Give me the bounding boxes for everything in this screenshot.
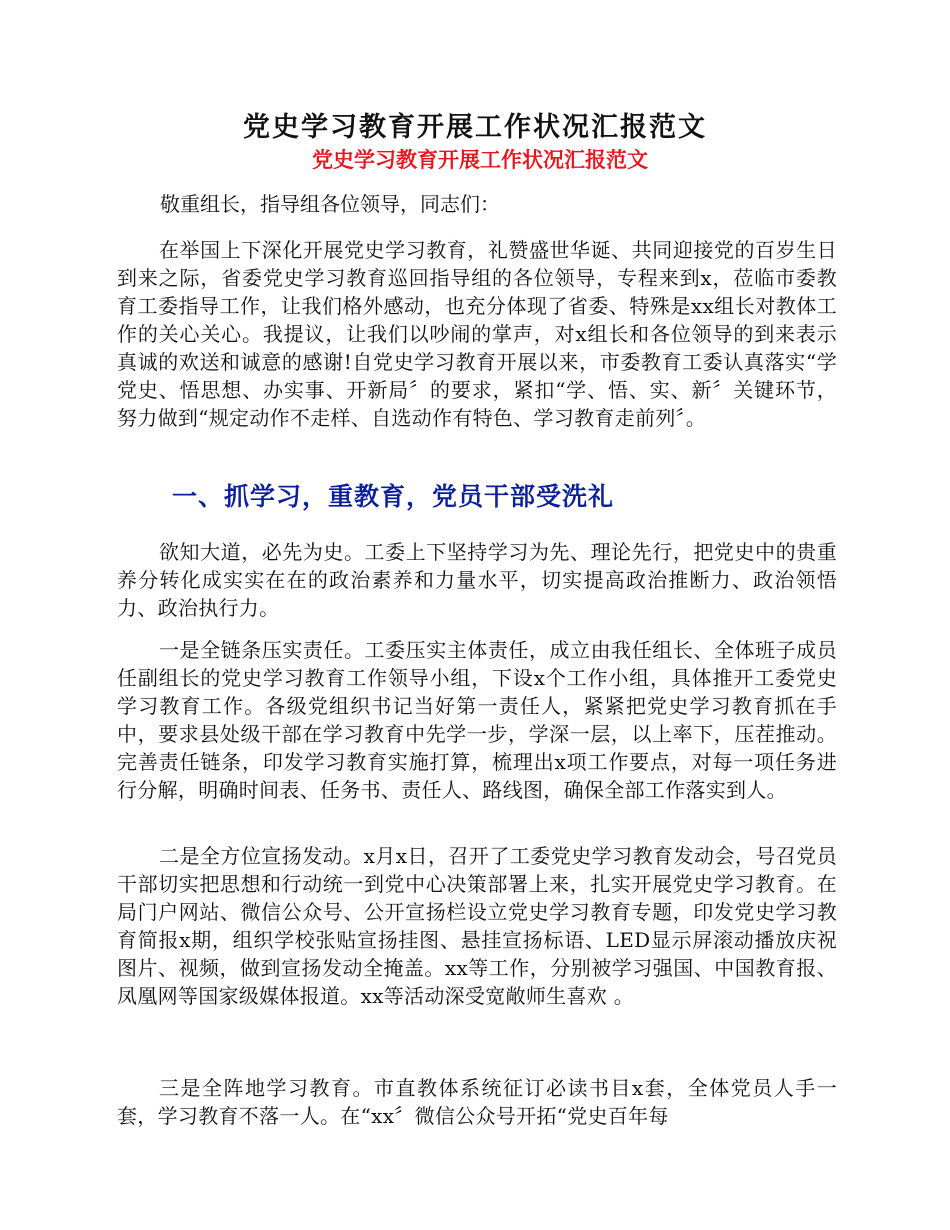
- document-title: 党史学习教育开展工作状况汇报范文: [243, 112, 707, 143]
- section-heading: 一、抓学习，重教育，党员干部受洗礼: [172, 482, 615, 511]
- document-subtitle: 党史学习教育开展工作状况汇报范文: [312, 148, 648, 172]
- body-paragraph: 三是全阵地学习教育。市直教体系统征订必读书目x套，全体党员人手一套，学习教育不落一人。在“xx〞微信公众号开拓“党史百年每: [117, 1076, 837, 1128]
- greeting-line: 敬重组长，指导组各位领导，同志们：: [160, 192, 500, 216]
- body-paragraph: 二是全方位宣扬发动。x月x日，召开了工委党史学习教育发动会，号召党员干部切实把思想和行动统一到党中心决策部署上来，扎实开展党史学习教育。在局门户网站、微信公众号、公开宣扬栏设立党史学习教育专题，印发党史学习教育简报x期，组织学校张贴宣扬挂图、悬挂宣扬标语、LED显示屏滚动播放庆祝图片、视频，做到宣扬发动全掩盖。xx等工作，分别被学习强国、中国教育报、凤凰网等国家级媒体报道。xx等活动深受宽敞师生喜欢 。: [117, 844, 837, 1008]
- body-paragraph: 一是全链条压实责任。工委压实主体责任，成立由我任组长、全体班子成员任副组长的党史学习教育工作领导小组，下设x个工作小组，具体推开工委党史学习教育工作。各级党组织书记当好第一责任人，紧紧把党史学习教育抓在手中，要求县处级干部在学习教育中先学一步，学深一层，以上率下，压茬推动。完善责任链条，印发学习教育实施打算，梳理出x项工作要点，对每一项任务进行分解，明确时间表、任务书、责任人、路线图，确保全部工作落实到人。: [117, 638, 837, 802]
- intro-paragraph: 在举国上下深化开展党史学习教育，礼赞盛世华诞、共同迎接党的百岁生日到来之际，省委党史学习教育巡回指导组的各位领导，专程来到x，莅临市委教育工委指导工作，让我们格外感动，也充分体现了省委、特殊是xx组长对教体工作的关心关心。我提议，让我们以吵闹的掌声，对x组长和各位领导的到来表示真诚的欢送和诚意的感谢!自党史学习教育开展以来，市委教育工委认真落实“学党史、悟思想、办实事、开新局〞的要求，紧扣“学、悟、实、新〞关键环节，努力做到“规定动作不走样、自选动作有特色、学习教育走前列〞。: [117, 238, 837, 430]
- body-paragraph: 欲知大道，必先为史。工委上下坚持学习为先、理论先行，把党史中的贵重养分转化成实实在在的政治素养和力量水平，切实提高政治推断力、政治领悟力、政治执行力。: [117, 540, 837, 620]
